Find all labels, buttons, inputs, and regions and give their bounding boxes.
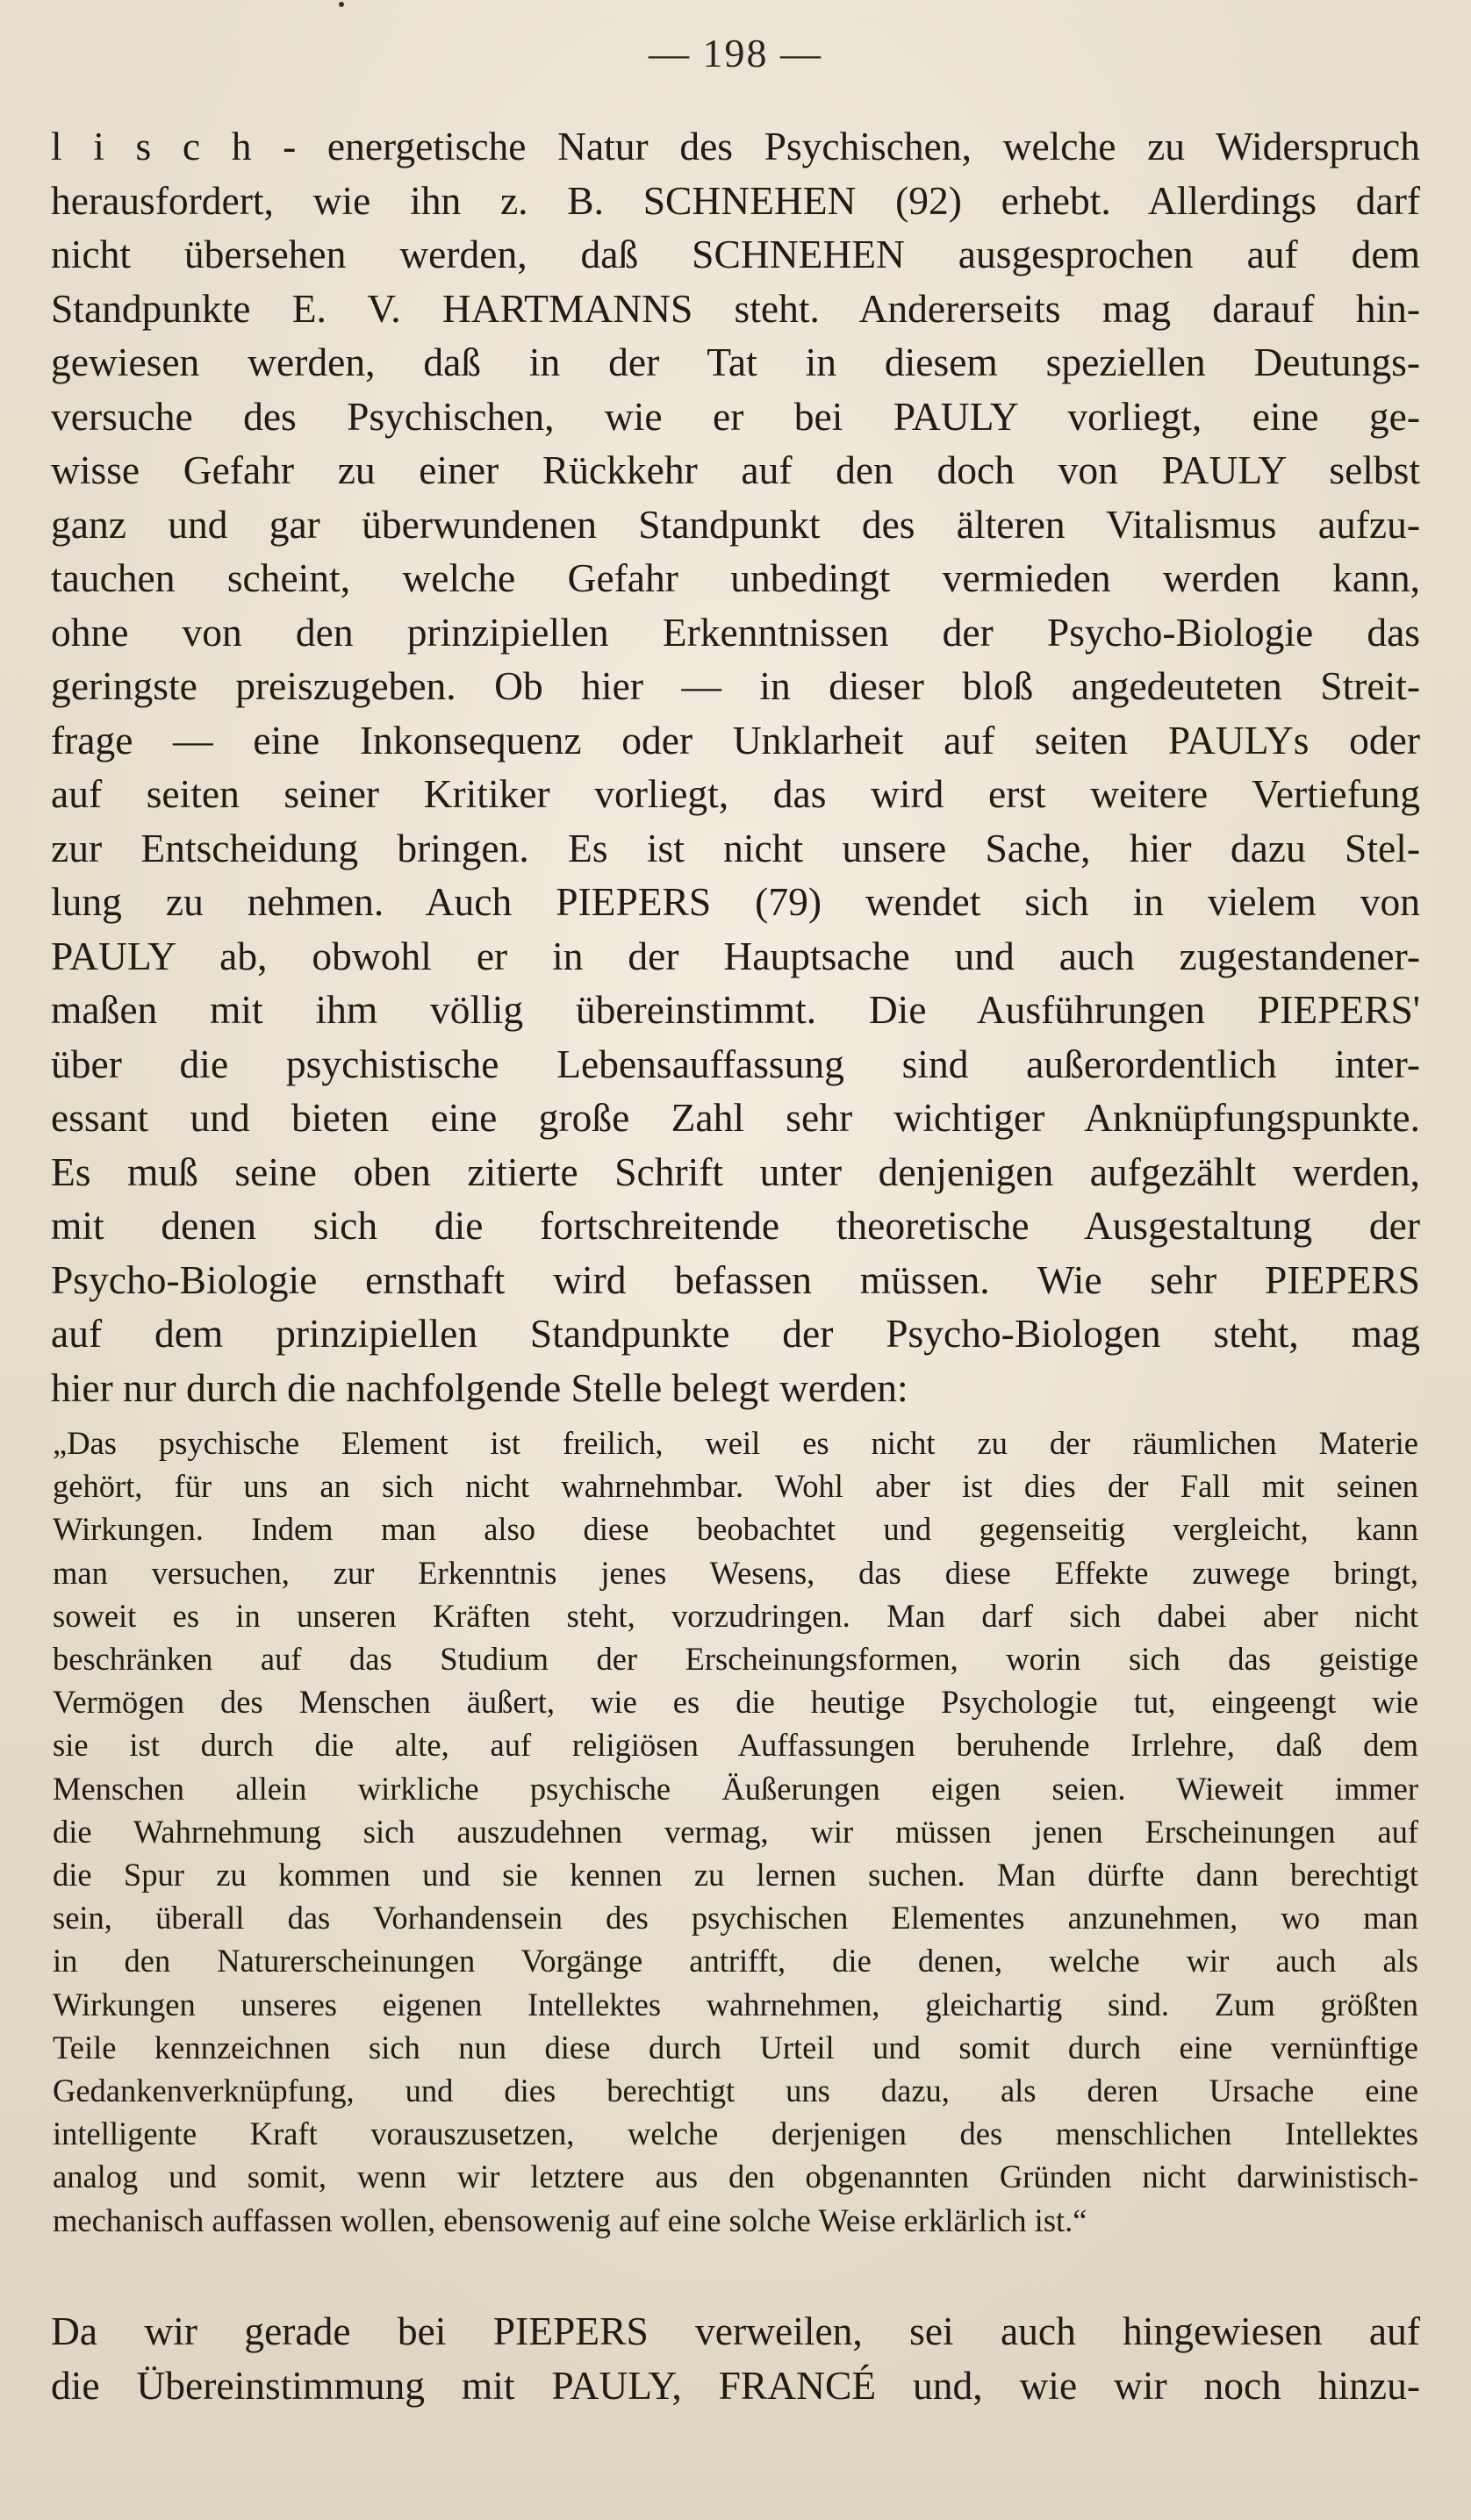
text-line: geringste preiszugeben. Ob hier — in dieser bloß angedeuteten Streit- bbox=[51, 663, 1420, 708]
text-line: Da wir gerade bei PIEPERS verweilen, sei auch hingewiesen auf bbox=[51, 2309, 1420, 2353]
text-line: frage — eine Inkonsequenz oder Unklarheit auf seiten PAULYs oder bbox=[51, 717, 1420, 762]
quote-line: die Wahrnehmung sich auszudehnen vermag, wir müssen jenen Erscheinungen auf bbox=[53, 1813, 1418, 1850]
quote-line: man versuchen, zur Erkenntnis jenes Wesens, das diese Effekte zuwege bringt, bbox=[53, 1554, 1418, 1591]
quote-line: sie ist durch die alte, auf religiösen Auffassungen beruhende Irrlehre, daß dem bbox=[53, 1727, 1418, 1764]
text-line: über die psychistische Lebensauffassung sind außerordentlich inter- bbox=[51, 1041, 1420, 1086]
text-line: mit denen sich die fortschreitende theoretische Ausgestaltung der bbox=[51, 1203, 1420, 1248]
text-line: herausfordert, wie ihn z. B. SCHNEHEN (92) erhebt. Allerdings darf bbox=[51, 177, 1420, 223]
text-line: Standpunkte E. V. HARTMANNS steht. Andererseits mag darauf hin- bbox=[51, 285, 1420, 331]
quote-line: in den Naturerscheinungen Vorgänge antrifft, die denen, welche wir auch als bbox=[53, 1943, 1418, 1979]
quote-line: beschränken auf das Studium der Erscheinungsformen, worin sich das geistige bbox=[53, 1641, 1418, 1678]
text-line: auf dem prinzipiellen Standpunkte der Psycho-Biologen steht, mag bbox=[51, 1311, 1420, 1356]
quote-line: Vermögen des Menschen äußert, wie es die heutige Psychologie tut, eingeengt wie bbox=[53, 1684, 1418, 1721]
main-paragraph bbox=[51, 119, 1420, 1414]
text-line: essant und bieten eine große Zahl sehr wichtiger Anknüpfungspunkte. bbox=[51, 1095, 1420, 1140]
quote-line: soweit es in unseren Kräften steht, vorzudringen. Man darf sich dabei aber nicht bbox=[53, 1597, 1418, 1634]
ink-speck bbox=[339, 2, 344, 7]
quote-line: die Spur zu kommen und sie kennen zu lernen suchen. Man dürfte dann berechtigt bbox=[53, 1857, 1418, 1894]
text-line: ohne von den prinzipiellen Erkenntnissen der Psycho-Biologie das bbox=[51, 609, 1420, 655]
quote-line: sein, überall das Vorhandensein des psychischen Elementes anzunehmen, wo man bbox=[53, 1900, 1418, 1937]
text-line: nicht übersehen werden, daß SCHNEHEN ausgesprochen auf dem bbox=[51, 232, 1420, 276]
quote-line: Wirkungen. Indem man also diese beobachtet und gegenseitig vergleicht, kann bbox=[53, 1511, 1418, 1548]
text-line: tauchen scheint, welche Gefahr unbedingt vermieden werden kann, bbox=[51, 555, 1420, 600]
text-line: hier nur durch die nachfolgende Stelle belegt werden: bbox=[51, 1364, 908, 1410]
text-line: maßen mit ihm völlig übereinstimmt. Die Ausführungen PIEPERS' bbox=[51, 987, 1420, 1032]
quote-line: Menschen allein wirkliche psychische Äußerungen eigen seien. Wieweit immer bbox=[53, 1770, 1418, 1807]
text-line: lung zu nehmen. Auch PIEPERS (79) wendet sich in vielem von bbox=[51, 879, 1420, 924]
block-quote bbox=[53, 1421, 1418, 2242]
text-line: auf seiten seiner Kritiker vorliegt, das wird erst weitere Vertiefung bbox=[51, 771, 1420, 816]
text-line: ganz und gar überwundenen Standpunkt des älteren Vitalismus aufzu- bbox=[51, 501, 1420, 547]
quote-line: analog und somit, wenn wir letztere aus den obgenannten Gründen nicht darwinistisch- bbox=[53, 2158, 1418, 2195]
text-line: PAULY ab, obwohl er in der Hauptsache und auch zugestandener- bbox=[51, 933, 1420, 978]
text-line: Es muß seine oben zitierte Schrift unter denjenigen aufgezählt werden, bbox=[51, 1149, 1420, 1194]
page-number: — 198 — bbox=[649, 31, 822, 75]
quote-line: Teile kennzeichnen sich nun diese durch Urteil und somit durch eine vernünftige bbox=[53, 2029, 1418, 2065]
text-line: die Übereinstimmung mit PAULY, FRANCÉ und, wie wir noch hinzu- bbox=[51, 2363, 1420, 2408]
quote-line: gehört, für uns an sich nicht wahrnehmbar. Wohl aber ist dies der Fall mit seinen bbox=[53, 1468, 1418, 1505]
quote-line: intelligente Kraft vorauszusetzen, welche derjenigen des menschlichen Intellektes bbox=[53, 2116, 1418, 2152]
text-line: wisse Gefahr zu einer Rückkehr auf den doch von PAULY selbst bbox=[51, 447, 1420, 492]
next-paragraph bbox=[51, 2304, 1420, 2413]
text-line: l i s c h - energetische Natur des Psychischen, welche zu Widerspruch bbox=[51, 124, 1420, 168]
quote-line: Wirkungen unseres eigenen Intellektes wahrnehmen, gleichartig sind. Zum größten bbox=[53, 1986, 1418, 2022]
text-line: Psycho-Biologie ernsthaft wird befassen müssen. Wie sehr PIEPERS bbox=[51, 1256, 1420, 1302]
quote-line: Gedankenverknüpfung, und dies berechtigt uns dazu, als deren Ursache eine bbox=[53, 2073, 1418, 2109]
text-line: zur Entscheidung bringen. Es ist nicht unsere Sache, hier dazu Stel- bbox=[51, 825, 1420, 870]
quote-line: „Das psychische Element ist freilich, weil es nicht zu der räumlichen Materie bbox=[53, 1425, 1418, 1461]
text-line: versuche des Psychischen, wie er bei PAULY vorliegt, eine ge- bbox=[51, 393, 1420, 439]
quote-line: mechanisch auffassen wollen, ebensowenig auf eine solche Weise erklärlich ist.“ bbox=[53, 2201, 1087, 2238]
text-line: gewiesen werden, daß in der Tat in diesem speziellen Deutungs- bbox=[51, 340, 1420, 384]
